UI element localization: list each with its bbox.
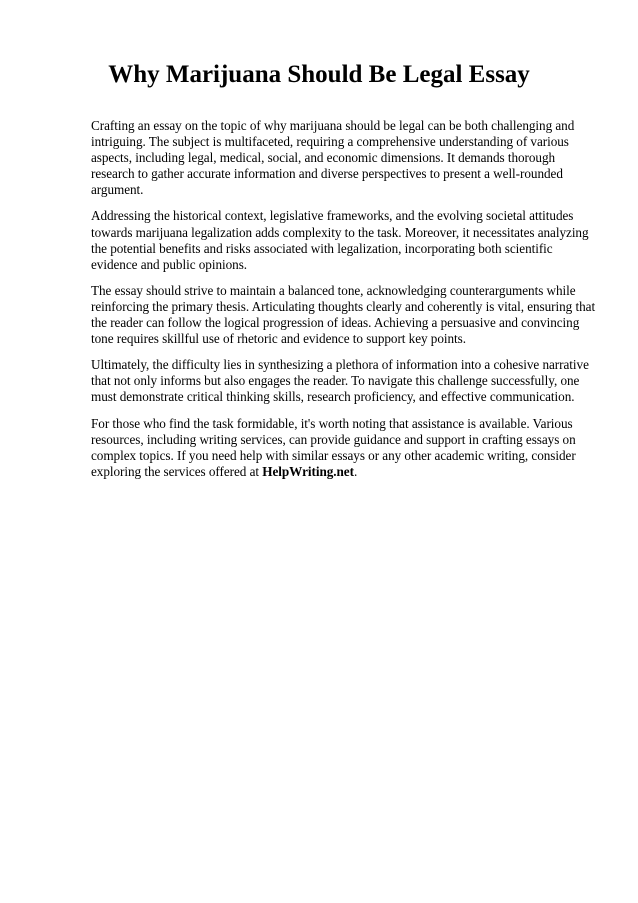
paragraph-5 [91,416,599,480]
paragraph-1: Crafting an essay on the topic of why marijuana should be legal can be both challenging and intriguing. The subject is multifaceted, requiring a comprehensive understanding of various aspects, including legal, medical, social, and economic dimensions. It demands thorough research to gather accurate information and diverse perspectives to present a well-rounded argument. [91,118,575,198]
paragraph-2: Addressing the historical context, legislative frameworks, and the evolving societal attitudes towards marijuana legalization adds complexity to the task. Moreover, it necessitates analyzing the potential benefits and risks associated with legalization, incorporating both scientific evidence and public opinions. [91,208,589,272]
final-period: . [353,463,358,479]
document-body [91,118,599,490]
paragraph-3: The essay should strive to maintain a balanced tone, acknowledging counterarguments while reinforcing the primary thesis. Articulating thoughts clearly and coherently is vital, ensuring that the reader can follow the logical progression of ideas. Achieving a persuasive and convincing tone requires skillful use of rhetoric and evidence to support key points. [91,282,596,347]
paragraph-4: Ultimately, the difficulty lies in synthesizing a plethora of information into a cohesive narrative that not only informs but also engages the reader. To navigate this challenge successfully, one must demonstrate critical thinking skills, research proficiency, and effective communication. [91,357,589,405]
document-title: Why Marijuana Should Be Legal Essay [108,61,530,88]
helpwriting-link[interactable]: HelpWriting.net [262,463,354,479]
paragraph-5-text: For those who find the task formidable, it's worth noting that assistance is available. Various resources, including writing services, can provide guidance and support in crafting essays on complex topics. If you need help with similar essays or any other academic writing, consider exploring the services offered at [91,415,576,479]
